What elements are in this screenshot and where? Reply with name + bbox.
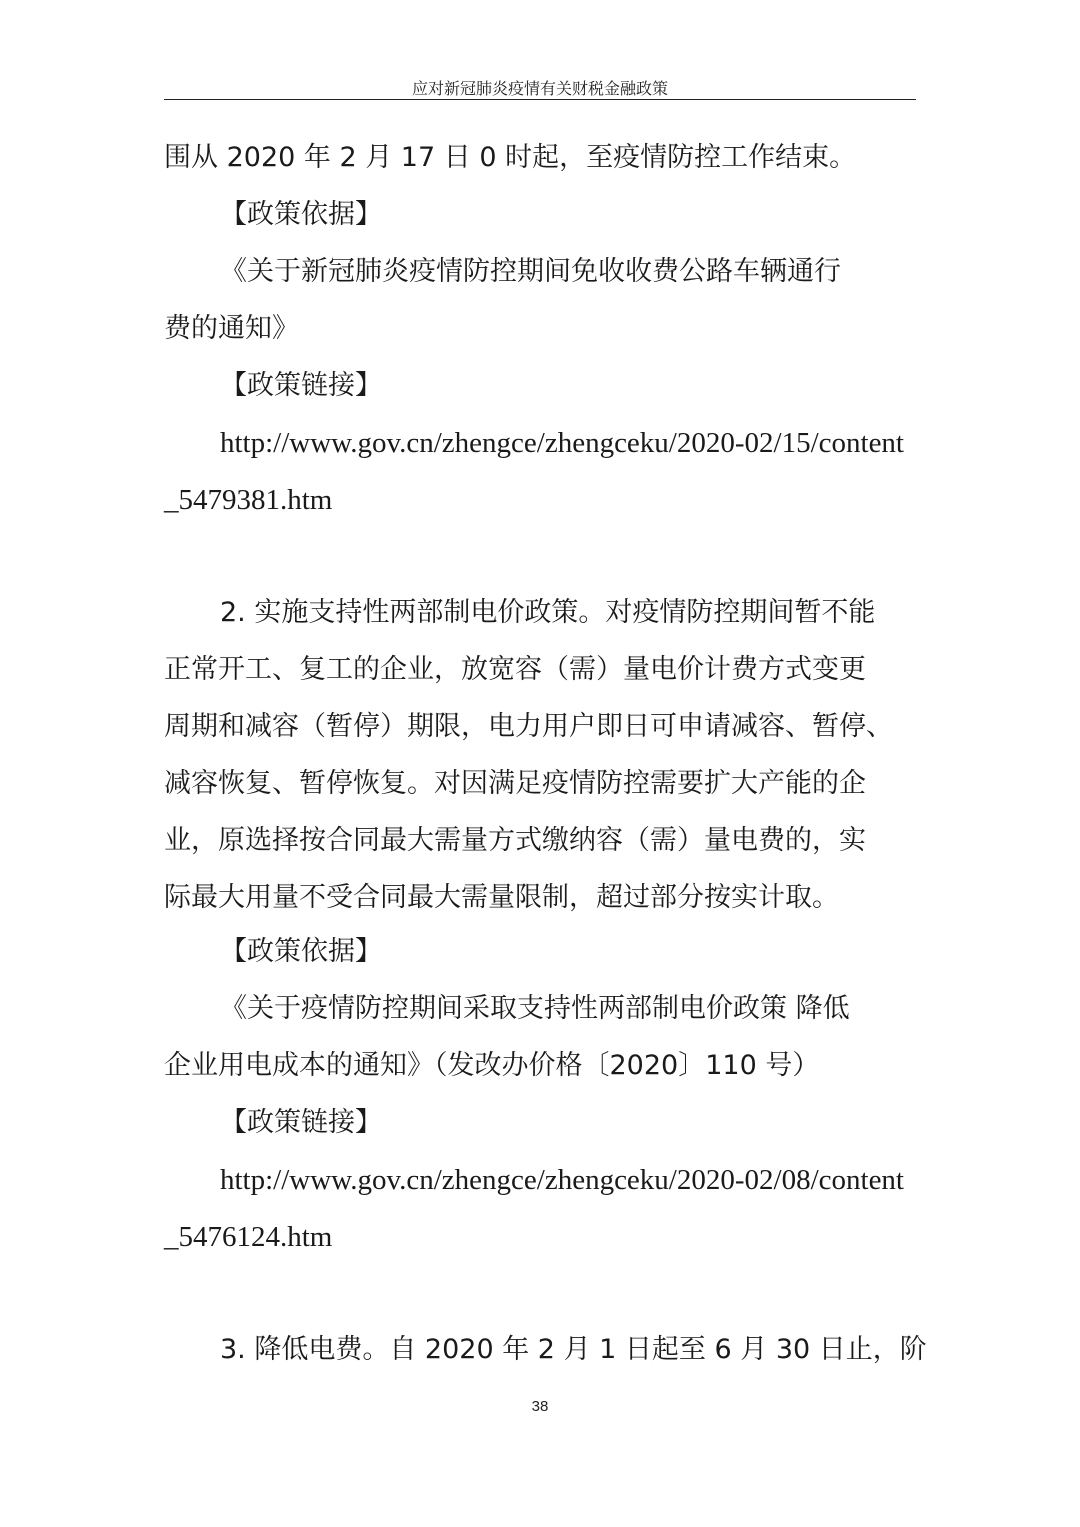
section-heading-basis: 【政策依据】 xyxy=(220,199,382,230)
header-rule xyxy=(164,99,916,100)
body-line: 周期和减容（暂停）期限，电力用户即日可申请减容、暂停、 xyxy=(164,711,893,742)
body-line: 际最大用量不受合同最大需量限制，超过部分按实计取。 xyxy=(164,882,839,913)
body-line: 正常开工、复工的企业，放宽容（需）量电价计费方式变更 xyxy=(164,654,866,685)
policy-link-continued[interactable]: _5479381.htm xyxy=(164,484,333,516)
policy-title: 《关于新冠肺炎疫情防控期间免收收费公路车辆通行 xyxy=(220,256,841,287)
section-heading-link: 【政策链接】 xyxy=(220,370,382,401)
policy-title-continued: 企业用电成本的通知》（发改办价格〔2020〕110 号） xyxy=(164,1050,820,1081)
page-number: 38 xyxy=(531,1398,549,1415)
item-heading: 3. 降低电费。自 2020 年 2 月 1 日起至 6 月 30 日止，阶 xyxy=(220,1334,927,1365)
section-heading-link: 【政策链接】 xyxy=(220,1107,382,1138)
running-header: 应对新冠肺炎疫情有关财税金融政策 xyxy=(411,79,668,98)
body-line: 减容恢复、暂停恢复。对因满足疫情防控需要扩大产能的企 xyxy=(164,768,866,799)
policy-link[interactable]: http://www.gov.cn/zhengce/zhengceku/2020-02/08/content xyxy=(220,1164,904,1196)
body-line: 围从 2020 年 2 月 17 日 0 时起，至疫情防控工作结束。 xyxy=(164,142,857,173)
policy-title: 《关于疫情防控期间采取支持性两部制电价政策 降低 xyxy=(220,993,850,1024)
section-heading-basis: 【政策依据】 xyxy=(220,936,382,967)
body-line: 业，原选择按合同最大需量方式缴纳容（需）量电费的，实 xyxy=(164,825,866,856)
policy-title-continued: 费的通知》 xyxy=(164,313,299,344)
policy-link[interactable]: http://www.gov.cn/zhengce/zhengceku/2020-02/15/content xyxy=(220,427,904,459)
policy-link-continued[interactable]: _5476124.htm xyxy=(164,1221,333,1253)
item-heading: 2. 实施支持性两部制电价政策。对疫情防控期间暂不能 xyxy=(220,597,876,628)
